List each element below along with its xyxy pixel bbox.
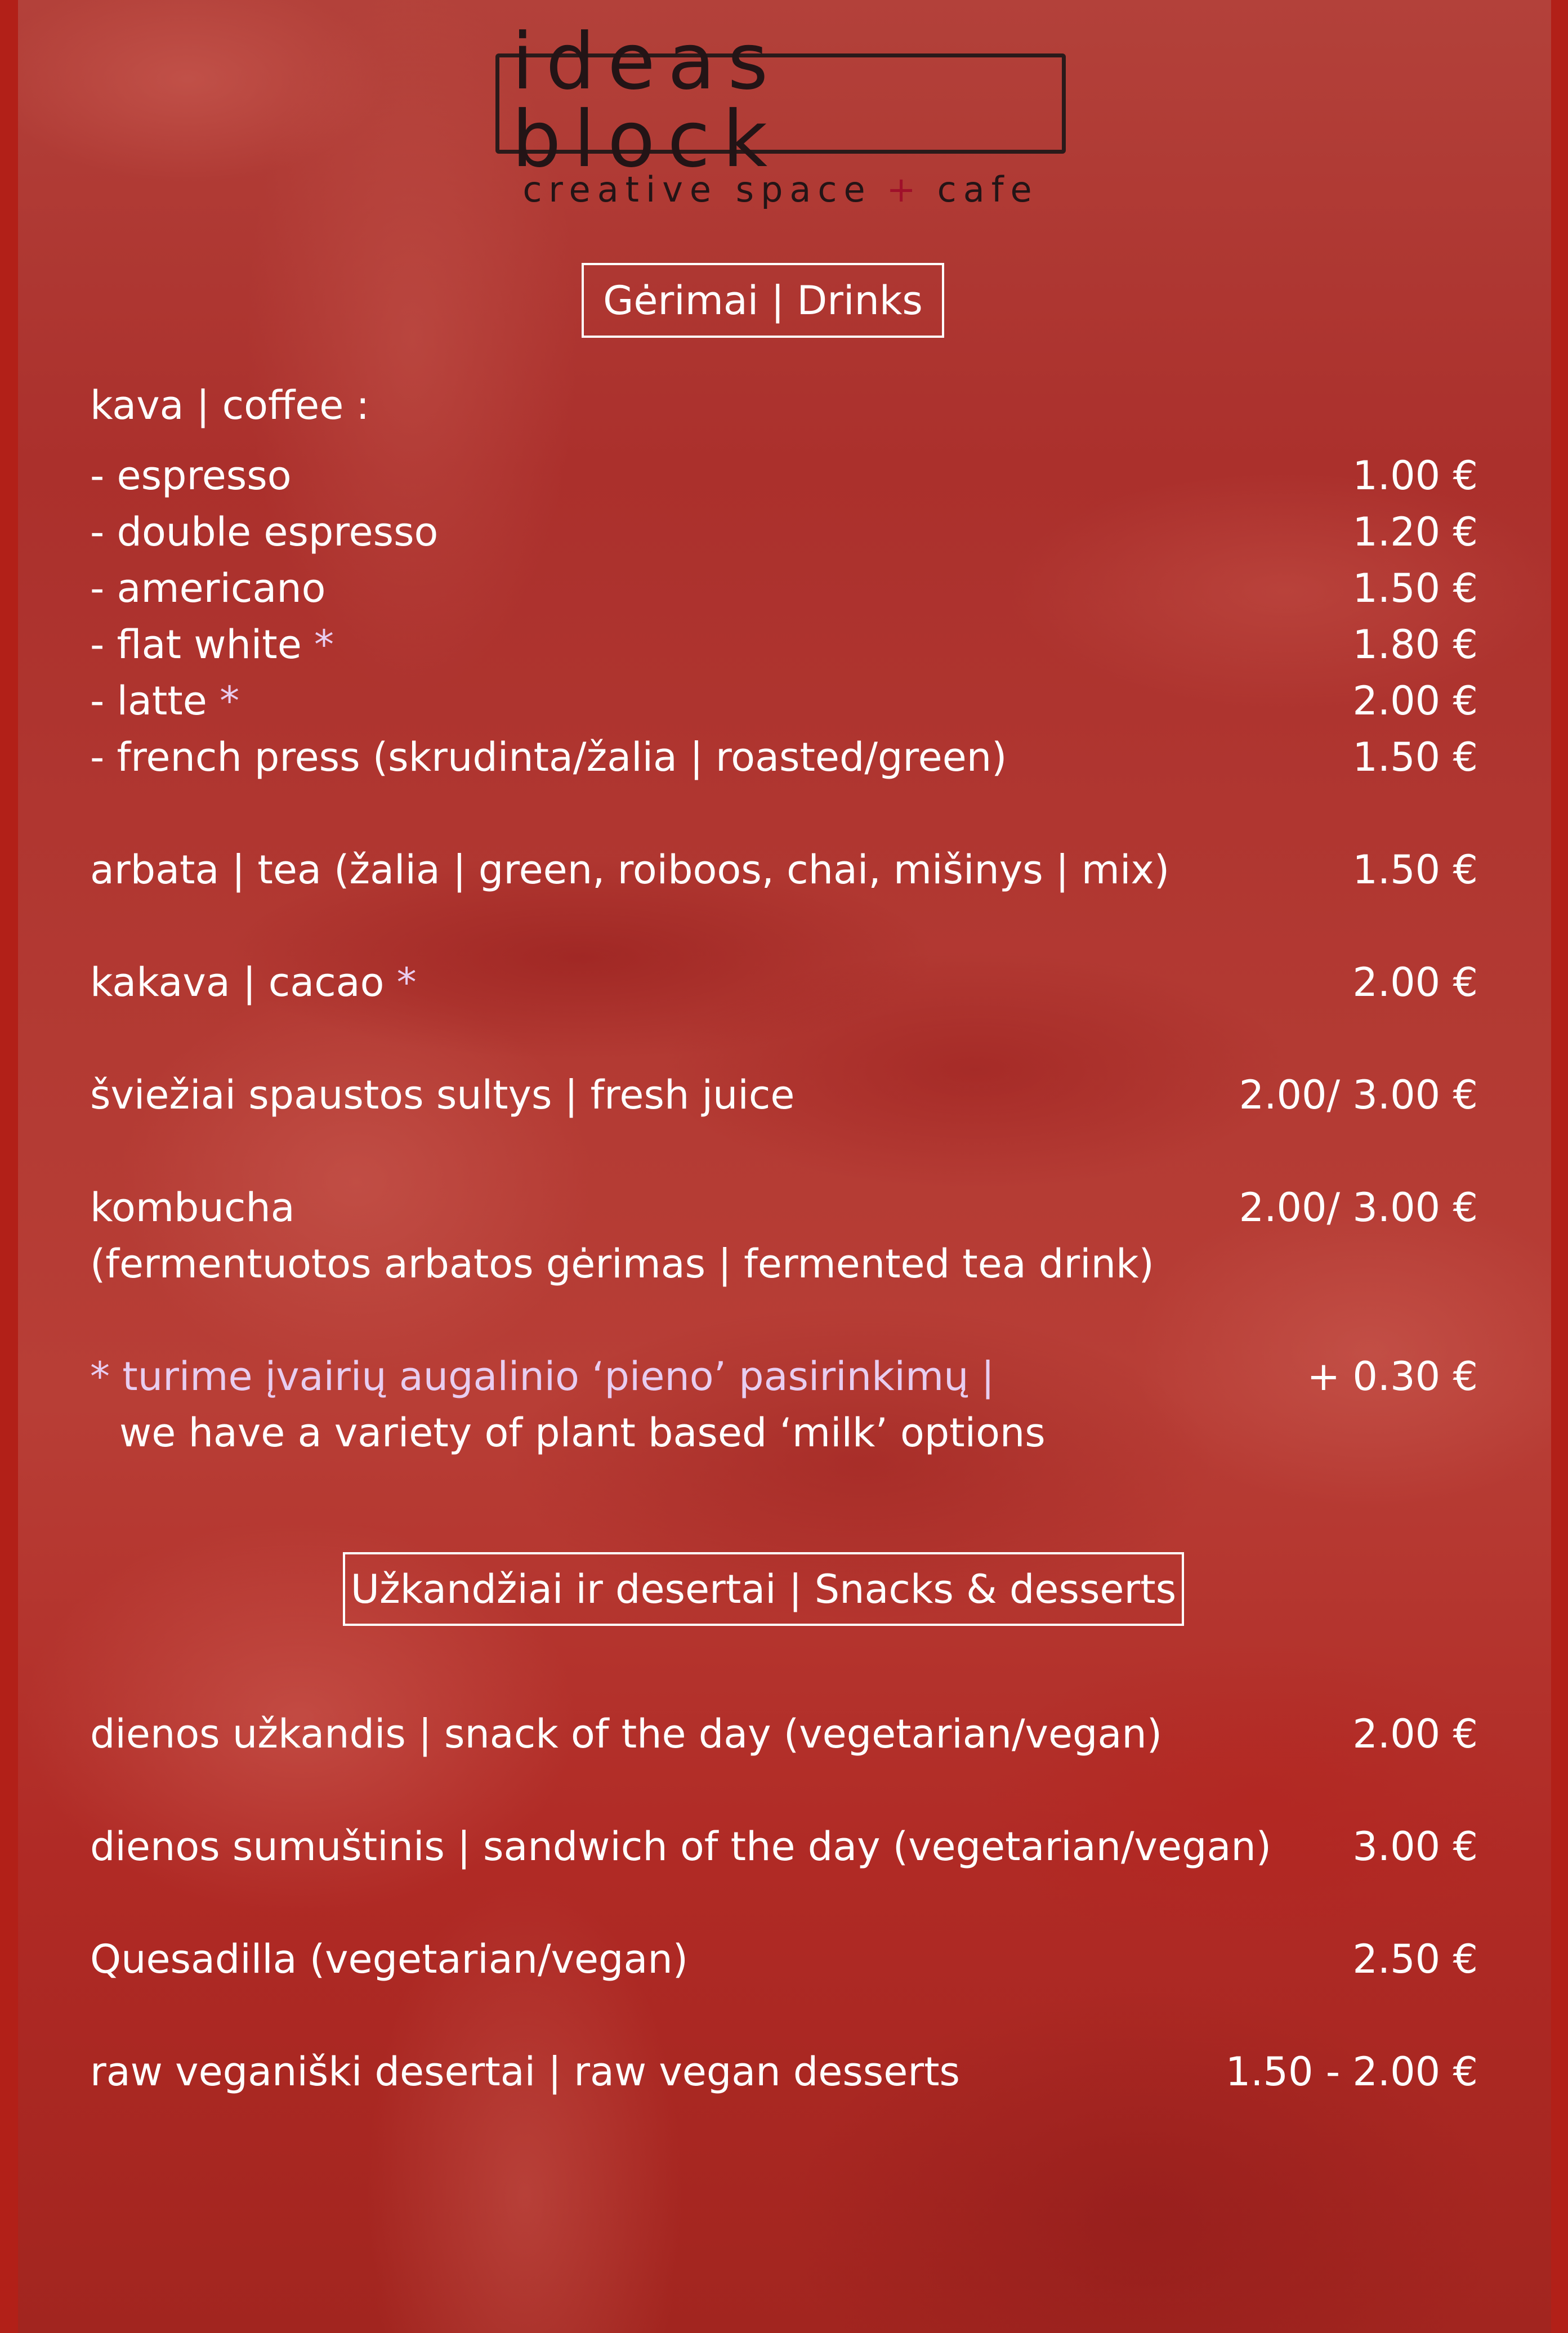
kombucha-subtitle: (fermentuotos arbatos gėrimas | fermented tea drink) (90, 1241, 1154, 1287)
item-name: - double espresso (90, 509, 439, 555)
item-name: - french press (skrudinta/žalia | roasted/green) (90, 734, 1007, 780)
item-name: - latte (90, 678, 207, 724)
item-name: kombucha (90, 1185, 295, 1231)
item-name: dienos užkandis | snack of the day (vegetarian/vegan) (90, 1711, 1163, 1757)
item-name: šviežiai spaustos sultys | fresh juice (90, 1072, 795, 1118)
item-name: arbata | tea (žalia | green, roiboos, chai, mišinys | mix) (90, 847, 1170, 893)
item-name: dienos sumuštinis | sandwich of the day (vegetarian/vegan) (90, 1824, 1272, 1870)
item-price: 1.20 € (1352, 509, 1478, 555)
item-name: - flat white (90, 622, 302, 668)
item-name: - espresso (90, 453, 292, 499)
plant-milk-star: * (396, 959, 417, 1005)
logo-box (495, 16, 1066, 185)
item-price: 2.00 € (1352, 678, 1478, 724)
note-line-2: we have a variety of plant based ‘milk’ options (119, 1410, 1046, 1456)
drinks-heading (582, 263, 944, 338)
item-price: 2.50 € (1352, 1936, 1478, 1982)
item-price: 2.00/ 3.00 € (1239, 1185, 1478, 1231)
item-name: Quesadilla (vegetarian/vegan) (90, 1936, 689, 1982)
item-name: kakava | cacao (90, 959, 385, 1005)
item-price: 3.00 € (1352, 1824, 1478, 1870)
item-price: 2.00 € (1352, 959, 1478, 1005)
plant-milk-star: * (314, 622, 334, 668)
plant-milk-star: * (220, 678, 240, 724)
item-name-wrap (90, 954, 417, 1011)
snacks-heading-text: Užkandžiai ir desertai | Snacks & desserts (350, 1566, 1177, 1612)
item-name-wrap (90, 673, 239, 729)
drinks-heading-text: Gėrimai | Drinks (603, 277, 923, 324)
item-name-wrap (90, 616, 334, 673)
note-line-1: * turime įvairių augalinio ‘pieno’ pasirinkimų | (90, 1353, 995, 1400)
note-price: + 0.30 € (1307, 1353, 1478, 1400)
item-price: 1.50 € (1352, 734, 1478, 780)
item-price: 1.80 € (1352, 622, 1478, 668)
item-name: raw veganiški desertai | raw vegan desserts (90, 2049, 961, 2095)
logo-tagline (495, 169, 1066, 210)
tagline-cafe: cafe (937, 169, 1039, 210)
tagline-plus: + (886, 169, 923, 210)
item-price: 2.00 € (1352, 1711, 1478, 1757)
logo-title: ideas block (512, 16, 781, 185)
item-price: 1.50 - 2.00 € (1225, 2049, 1478, 2095)
tagline-creative-space: creative space (522, 169, 872, 210)
item-price: 1.50 € (1352, 565, 1478, 611)
item-price: 2.00/ 3.00 € (1239, 1072, 1478, 1118)
snacks-heading (343, 1552, 1184, 1626)
item-name: - americano (90, 565, 326, 611)
item-price: 1.50 € (1352, 847, 1478, 893)
menu-page (18, 0, 1551, 2333)
coffee-heading: kava | coffee : (90, 382, 370, 428)
item-price: 1.00 € (1352, 453, 1478, 499)
